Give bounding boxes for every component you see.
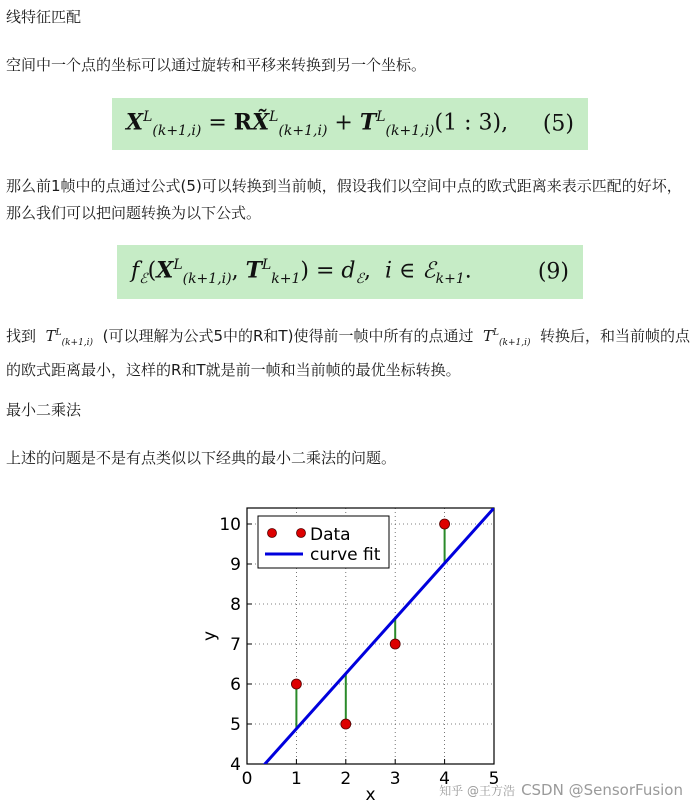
y-tick-label-8: 8: [230, 595, 241, 615]
equation-5-number: (5): [542, 111, 574, 137]
data-point-1: [291, 679, 301, 689]
symbol-t-k1-i-2: $T^L_{(k+1,i)}$: [478, 327, 531, 348]
y-tick-label-10: 10: [219, 515, 241, 535]
data-point-2: [341, 719, 351, 729]
equation-5-expression: $X^L_{(k+1,i)}$ = RX̃$^L_{(k+1,i)}$ + $T^L_{(k+1,i)}(1$ : 3),: [126, 109, 509, 139]
section-title-line-matching: 线特征匹配: [6, 8, 82, 26]
y-axis-label: y: [200, 630, 220, 642]
paragraph-distance-objective: 那么前1帧中的点通过公式(5)可以转换到当前帧，假设我们以空间中点的欧式距离来表示匹配的好坏，那么我们可以把问题转换为以下公式。: [6, 177, 682, 222]
x-tick-label-0: 0: [241, 769, 253, 789]
paragraph-least-squares-intro: 上述的问题是不是有点类似以下经典的最小二乘法的问题。: [6, 449, 397, 467]
legend-data-marker-1: [268, 529, 277, 538]
symbol-t-k1-i: $T^L_{(k+1,i)}$: [40, 327, 94, 348]
x-tick-label-2: 2: [340, 769, 352, 789]
watermark-zhihu: 知乎 @王方浩: [439, 784, 516, 798]
section-title-least-squares: 最小二乘法: [6, 401, 82, 419]
x-tick-label-3: 3: [389, 769, 401, 789]
data-point-3: [390, 639, 400, 649]
equation-9-number: (9): [537, 259, 569, 285]
para3-part-c: 转换后，和当前帧的点的欧式距离最小，这样的R和T就是前一帧和当前帧的最优坐标转换。: [6, 327, 691, 379]
chart-legend: [258, 516, 389, 568]
para3-part-a: 找到: [6, 327, 37, 345]
legend-label-data: Data: [310, 525, 351, 545]
para3-part-b: (可以理解为公式5中的R和T)使得前一帧中所有的点通过: [102, 327, 474, 345]
equation-9-expression: $f_ℰ(X^L_{(k+1,i)}$, $T^L_{k+1}) = d_ℰ$, i ∈ ℰ$_{k+1}$.: [131, 257, 472, 287]
legend-label-curve-fit: curve fit: [310, 545, 381, 565]
y-tick-label-4: 4: [230, 755, 241, 775]
y-tick-label-6: 6: [230, 675, 241, 695]
y-tick-label-5: 5: [230, 715, 241, 735]
y-tick-label-9: 9: [230, 555, 241, 575]
paragraph-transform-intro: 空间中一个点的坐标可以通过旋转和平移来转换到另一个坐标。: [6, 56, 427, 74]
y-tick-label-7: 7: [230, 635, 241, 655]
data-point-4: [440, 519, 450, 529]
x-axis-label: x: [365, 785, 376, 805]
x-tick-label-4: 4: [439, 769, 451, 789]
legend-data-marker-2: [297, 529, 306, 538]
watermark: [439, 781, 683, 799]
watermark-csdn: CSDN @SensorFusion: [521, 781, 683, 799]
x-tick-label-1: 1: [290, 769, 302, 789]
x-tick-label-5: 5: [488, 769, 500, 789]
